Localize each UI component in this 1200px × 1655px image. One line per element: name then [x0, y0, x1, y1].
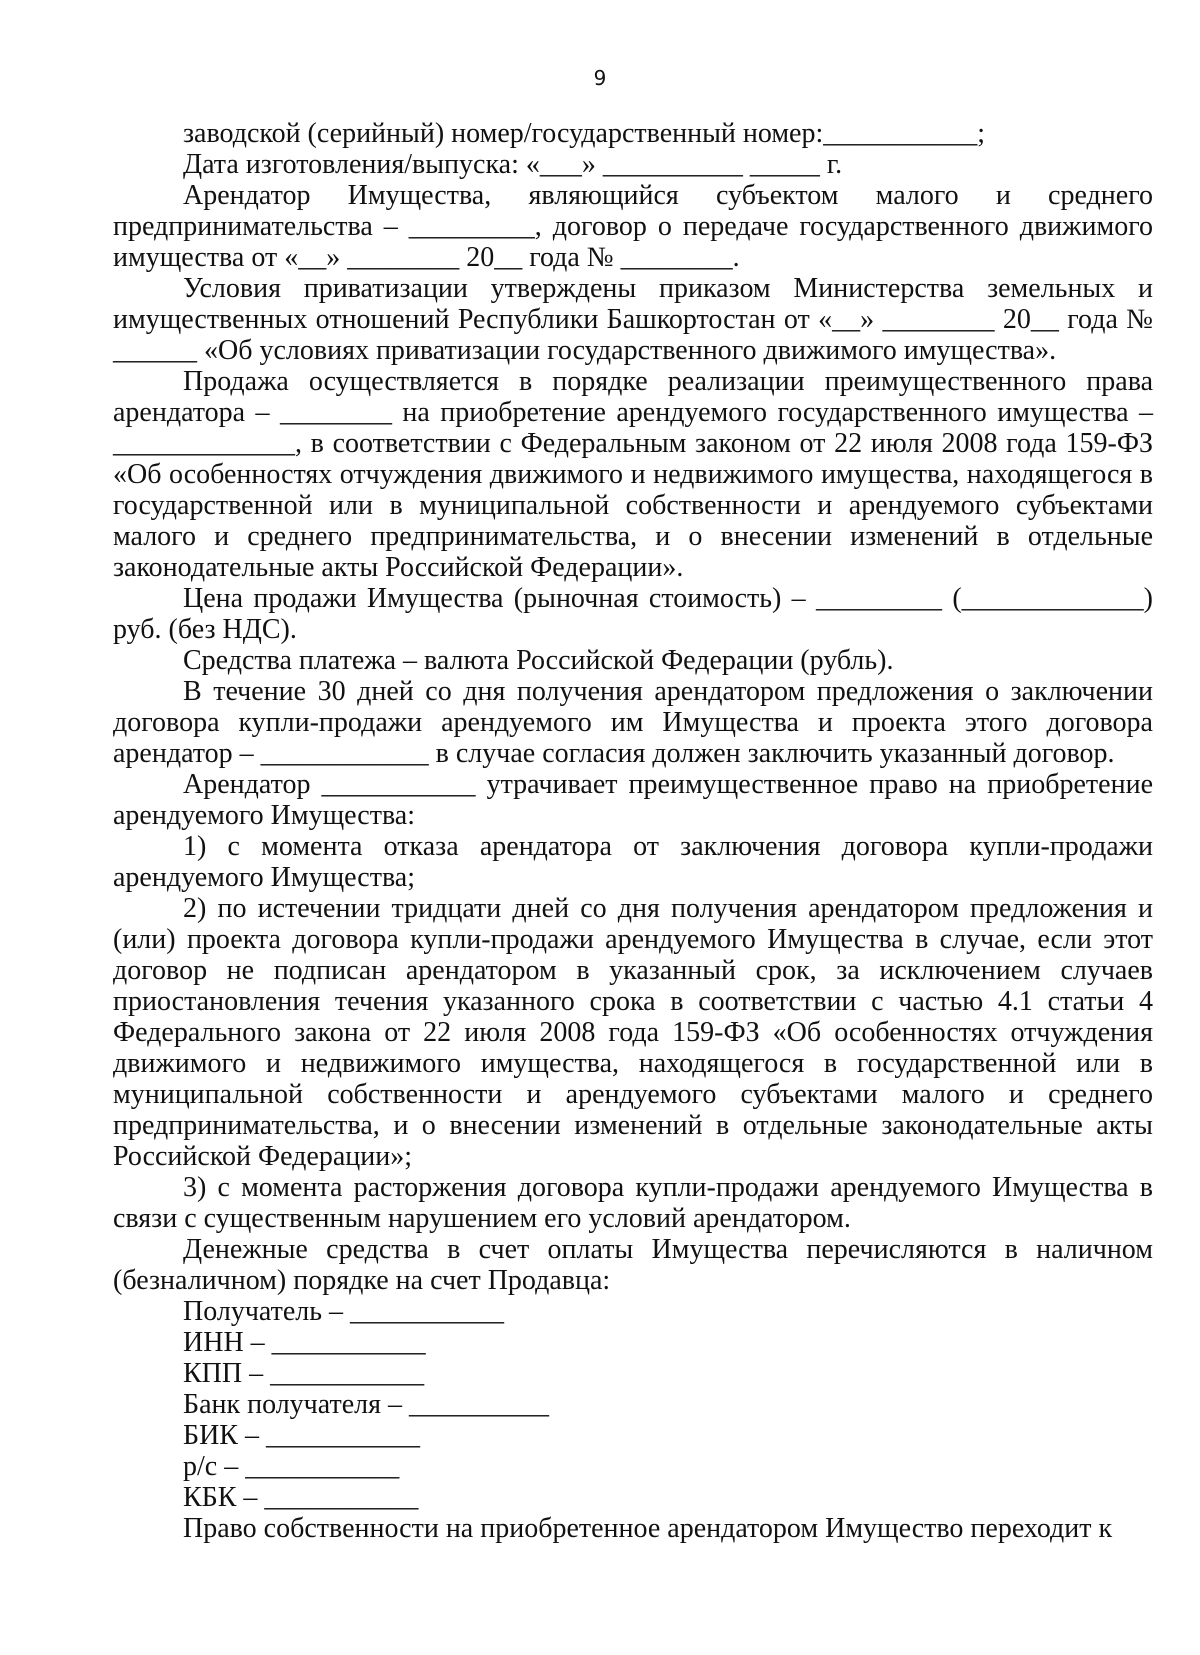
document-body: [113, 118, 1153, 1544]
paragraph-payment-transfer: Денежные средства в счет оплаты Имущества перечисляются в наличном (безналичном) порядке на счет Продавца:: [113, 1234, 1153, 1296]
paragraph-loses-right: Арендатор ___________ утрачивает преимущественное право на приобретение арендуемого Имущества:: [113, 769, 1153, 831]
requisite-kbk: КБК – ___________: [183, 1482, 419, 1513]
paragraph-manufacture-date: Дата изготовления/выпуска: «___» __________ _____ г.: [183, 149, 843, 180]
paragraph-30-days: В течение 30 дней со дня получения арендатором предложения о заключении договора купли-продажи арендуемого им Имущества и проекта этого договора арендатор – ____________ в случае согласия должен заключить указанный договор.: [113, 676, 1153, 769]
paragraph-privatization-conditions: Условия приватизации утверждены приказом Министерства земельных и имущественных отношений Республики Башкортостан от «__» ________ 20__ года № ______ «Об условиях приватизации государственного движимого имущества».: [113, 273, 1153, 366]
requisite-bank: Банк получателя – __________: [183, 1389, 549, 1420]
paragraph-serial-number: заводской (серийный) номер/государственный номер:___________;: [183, 118, 986, 149]
paragraph-sale-price: Цена продажи Имущества (рыночная стоимость) – _________ (_____________) руб. (без НДС).: [113, 583, 1153, 645]
paragraph-lessee: Арендатор Имущества, являющийся субъектом малого и среднего предпринимательства – _________, договор о передаче государственного движимого имущества от «__» ________ 20__ года № ________.: [113, 180, 1153, 273]
requisite-bik: БИК – ___________: [183, 1420, 420, 1451]
requisite-recipient: Получатель – ___________: [183, 1296, 505, 1327]
requisite-inn: ИНН – ___________: [183, 1327, 426, 1358]
requisite-kpp: КПП – ___________: [183, 1358, 425, 1389]
requisite-account: р/с – ___________: [183, 1451, 400, 1482]
paragraph-payment-currency: Средства платежа – валюта Российской Федерации (рубль).: [183, 645, 894, 676]
paragraph-item-2: 2) по истечении тридцати дней со дня получения арендатором предложения и (или) проекта договора купли-продажи арендуемого Имущества в случае, если этот договор не подписан арендатором в указанный срок, за исключением случаев приостановления течения указанного срока в соответствии с частью 4.1 статьи 4 Федерального закона от 22 июля 2008 года 159-ФЗ «Об особенностях отчуждения движимого и недвижимого имущества, находящегося в государственной или в муниципальной собственности и арендуемого субъектами малого и среднего предпринимательства, и о внесении изменений в отдельные законодательные акты Российской Федерации»;: [113, 893, 1153, 1172]
page-number: 9: [593, 66, 607, 90]
paragraph-item-3: 3) с момента расторжения договора купли-продажи арендуемого Имущества в связи с существенным нарушением его условий арендатором.: [113, 1172, 1153, 1234]
paragraph-sale-procedure: Продажа осуществляется в порядке реализации преимущественного права арендатора – ________ на приобретение арендуемого государственного имущества – _____________, в соответствии с Федеральным законом от 22 июля 2008 года 159-ФЗ «Об особенностях отчуждения движимого и недвижимого имущества, находящегося в государственной или в муниципальной собственности и арендуемого субъектами малого и среднего предпринимательства, и о внесении изменений в отдельные законодательные акты Российской Федерации».: [113, 366, 1153, 583]
paragraph-ownership-transfer: Право собственности на приобретенное арендатором Имущество переходит к: [183, 1513, 1113, 1544]
paragraph-item-1: 1) с момента отказа арендатора от заключения договора купли-продажи арендуемого Имущества;: [113, 831, 1153, 893]
